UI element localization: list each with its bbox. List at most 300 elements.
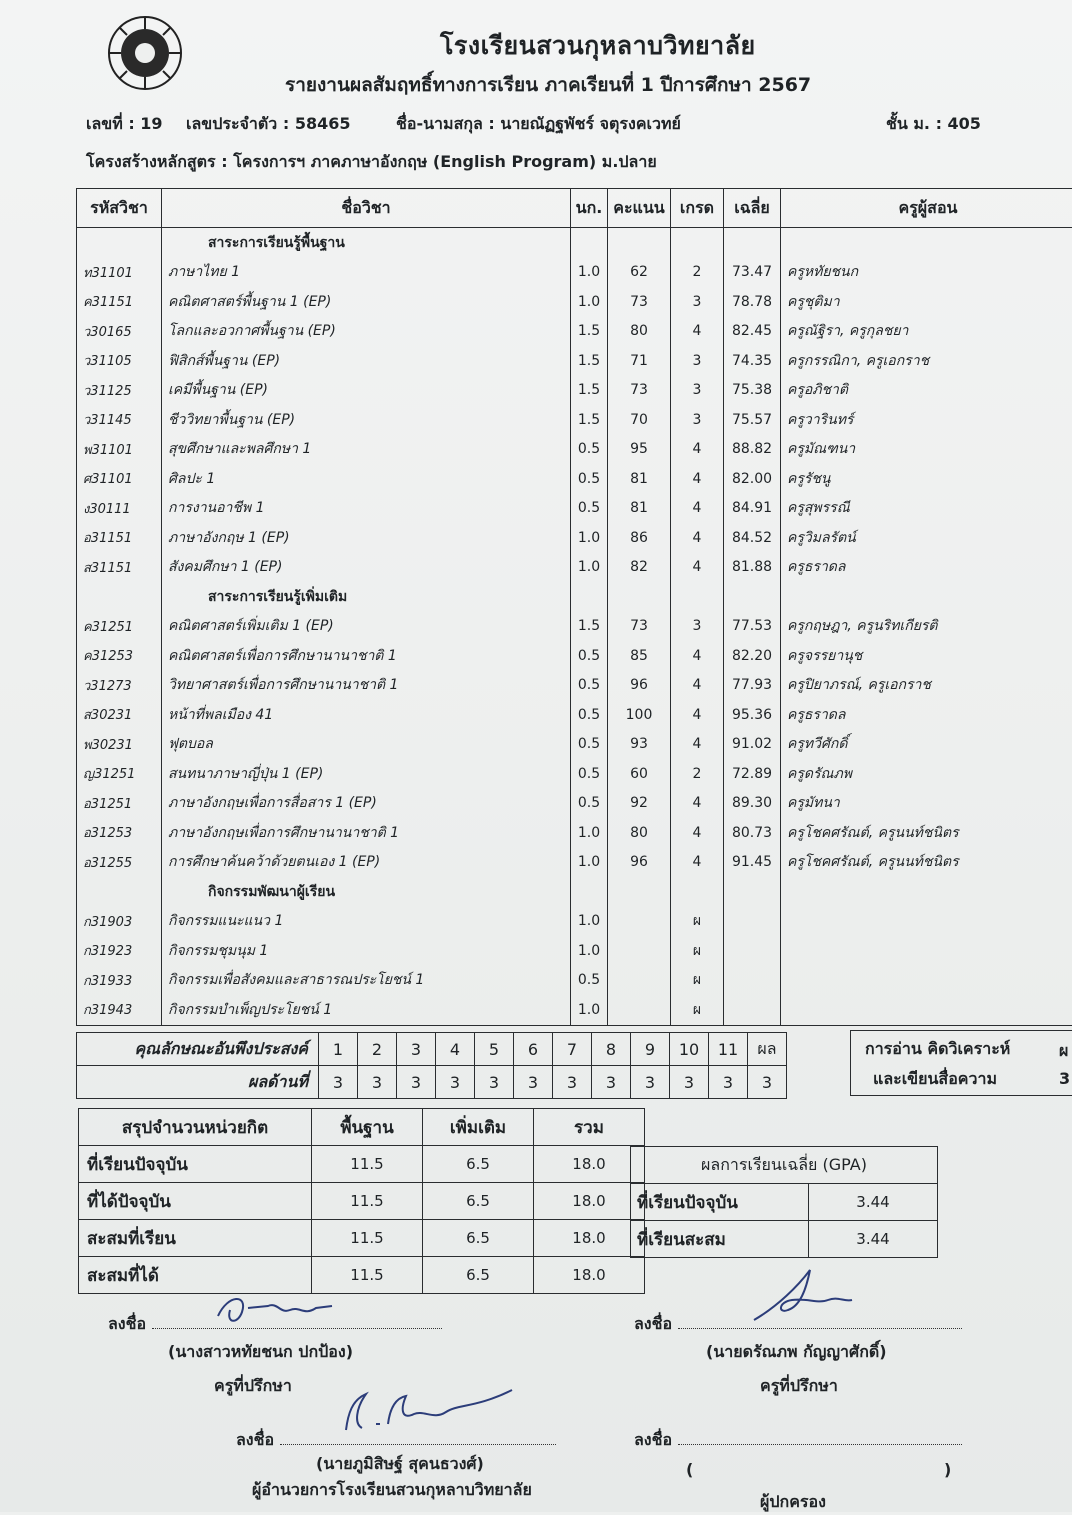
subject-row	[77, 759, 1072, 789]
subject-credit: 0.5	[571, 759, 608, 789]
gpa-title: ผลการเรียนเฉลี่ย (GPA)	[631, 1147, 938, 1184]
credits-total: 18.0	[534, 1220, 645, 1257]
subject-credit: 1.0	[571, 936, 608, 966]
subject-credit: 0.5	[571, 641, 608, 671]
credits-row-label: สะสมที่เรียน	[79, 1220, 312, 1257]
col-name-header: ชื่อวิชา	[162, 189, 571, 228]
subject-teacher: ครูวิมลรัตน์	[781, 523, 1072, 553]
gpa-value: 3.44	[809, 1184, 938, 1221]
credits-basic: 11.5	[312, 1146, 423, 1183]
subject-credit: 1.0	[571, 818, 608, 848]
subject-credit: 1.5	[571, 612, 608, 642]
sign-label-parent: ลงชื่อ	[634, 1428, 962, 1453]
subject-row	[77, 258, 1072, 288]
subject-average: 75.57	[724, 405, 781, 435]
trait-value: 3	[358, 1066, 397, 1099]
subject-row	[77, 464, 1072, 494]
trait-column-number: 3	[397, 1033, 436, 1066]
subject-code: ว31145	[77, 405, 162, 435]
subject-name: กิจกรรมแนะแนว 1	[162, 907, 571, 937]
subject-score	[608, 995, 671, 1025]
trait-column-number: 1	[319, 1033, 358, 1066]
subject-grade: 4	[671, 553, 724, 583]
subject-code: ก31923	[77, 936, 162, 966]
subject-average: 73.47	[724, 258, 781, 288]
subject-average: 84.52	[724, 523, 781, 553]
gpa-label: ที่เรียนปัจจุบัน	[631, 1184, 809, 1221]
credits-extra: 6.5	[423, 1183, 534, 1220]
subject-code: ว30165	[77, 317, 162, 347]
subject-grade: 4	[671, 464, 724, 494]
col-grade-header: เกรด	[671, 189, 724, 228]
subject-score: 60	[608, 759, 671, 789]
credits-row-label: ที่เรียนปัจจุบัน	[79, 1146, 312, 1183]
credits-title: สรุปจำนวนหน่วยกิต	[79, 1109, 312, 1146]
parent-paren-close: )	[944, 1460, 951, 1479]
subject-teacher: ครูอภิชาติ	[781, 376, 1072, 406]
subject-teacher: ครูธราดล	[781, 700, 1072, 730]
subject-teacher: ครูรัชนู	[781, 464, 1072, 494]
sign-label-advisor2: ลงชื่อ	[634, 1312, 962, 1337]
subject-average: 80.73	[724, 818, 781, 848]
subject-code: อ31253	[77, 818, 162, 848]
subject-code: ญ31251	[77, 759, 162, 789]
subject-row	[77, 789, 1072, 819]
subject-teacher: ครูสุพรรณี	[781, 494, 1072, 524]
section-header-row	[77, 228, 1072, 258]
credits-row	[79, 1183, 645, 1220]
subject-average: 88.82	[724, 435, 781, 465]
subject-teacher	[781, 966, 1072, 996]
subject-grade: 3	[671, 376, 724, 406]
subject-name: สุขศึกษาและพลศึกษา 1	[162, 435, 571, 465]
subject-code: ก31903	[77, 907, 162, 937]
subject-teacher: ครูชุติมา	[781, 287, 1072, 317]
subject-teacher	[781, 936, 1072, 966]
subject-name: คณิตศาสตร์พื้นฐาน 1 (EP)	[162, 287, 571, 317]
subject-grade: 2	[671, 258, 724, 288]
signature-line	[152, 1328, 442, 1329]
subject-grade: 2	[671, 759, 724, 789]
traits-result-label: ผลด้านที่	[77, 1066, 319, 1099]
subject-credit: 0.5	[571, 700, 608, 730]
credits-total: 18.0	[534, 1257, 645, 1294]
subject-credit: 1.0	[571, 523, 608, 553]
subject-name: ภาษาอังกฤษเพื่อการสื่อสาร 1 (EP)	[162, 789, 571, 819]
subject-grade: 4	[671, 789, 724, 819]
subject-score: 73	[608, 376, 671, 406]
subject-grade: 4	[671, 494, 724, 524]
subject-average: 82.20	[724, 641, 781, 671]
subject-grade: 4	[671, 671, 724, 701]
credits-extra: 6.5	[423, 1146, 534, 1183]
subject-row	[77, 523, 1072, 553]
school-emblem-icon	[104, 12, 186, 94]
subject-name: กิจกรรมเพื่อสังคมและสาธารณประโยชน์ 1	[162, 966, 571, 996]
subject-name: ศิลปะ 1	[162, 464, 571, 494]
trait-column-number: 5	[475, 1033, 514, 1066]
credits-extra: 6.5	[423, 1220, 534, 1257]
subject-score	[608, 907, 671, 937]
credits-row	[79, 1257, 645, 1294]
gpa-row	[631, 1221, 938, 1258]
subject-name: ฟุตบอล	[162, 730, 571, 760]
trait-column-number: 4	[436, 1033, 475, 1066]
subject-average: 77.53	[724, 612, 781, 642]
subject-code: อ31151	[77, 523, 162, 553]
trait-column-number: 7	[553, 1033, 592, 1066]
subject-average: 81.88	[724, 553, 781, 583]
advisor2-name: (นายดรัณภพ กัญญาศักดิ์)	[706, 1340, 887, 1365]
subject-teacher: ครูปิยาภรณ์, ครูเอกราช	[781, 671, 1072, 701]
subject-teacher: ครูหทัยชนก	[781, 258, 1072, 288]
subject-name: สังคมศึกษา 1 (EP)	[162, 553, 571, 583]
student-id: เลขประจำตัว : 58465	[186, 112, 351, 137]
subject-name: ภาษาอังกฤษ 1 (EP)	[162, 523, 571, 553]
credits-basic-header: พื้นฐาน	[312, 1109, 423, 1146]
subject-code: ว31125	[77, 376, 162, 406]
sign-label-director: ลงชื่อ	[236, 1428, 556, 1453]
subject-score: 96	[608, 671, 671, 701]
subject-credit: 1.0	[571, 907, 608, 937]
trait-value: 3	[553, 1066, 592, 1099]
curriculum: โครงสร้างหลักสูตร : โครงการฯ ภาคภาษาอังกฤษ (English Program) ม.ปลาย	[86, 150, 657, 175]
subject-name: ภาษาอังกฤษเพื่อการศึกษานานาชาติ 1	[162, 818, 571, 848]
subject-teacher: ครูโชคศรัณต์, ครูนนท์ชนิตร	[781, 818, 1072, 848]
subject-average: 82.45	[724, 317, 781, 347]
subject-teacher: ครูธราดล	[781, 553, 1072, 583]
advisor1-role: ครูที่ปรึกษา	[214, 1374, 292, 1399]
col-teacher-header: ครูผู้สอน	[781, 189, 1072, 228]
subject-average: 89.30	[724, 789, 781, 819]
school-name: โรงเรียนสวนกุหลาบวิทยาลัย	[440, 26, 756, 66]
subject-score: 80	[608, 317, 671, 347]
subject-teacher: ครูวารินทร์	[781, 405, 1072, 435]
advisor2-role: ครูที่ปรึกษา	[760, 1374, 838, 1399]
trait-value: 3	[748, 1066, 787, 1099]
credits-basic: 11.5	[312, 1257, 423, 1294]
trait-value: 3	[436, 1066, 475, 1099]
col-avg-header: เฉลี่ย	[724, 189, 781, 228]
subject-teacher: ครูมัณฑนา	[781, 435, 1072, 465]
gpa-table	[630, 1146, 938, 1258]
subject-row	[77, 641, 1072, 671]
subject-grade: ผ	[671, 995, 724, 1025]
signature-line	[678, 1444, 962, 1445]
reading-assessment-box	[850, 1030, 1072, 1096]
subject-name: กิจกรรมบำเพ็ญประโยชน์ 1	[162, 995, 571, 1025]
subject-code: ค31151	[77, 287, 162, 317]
trait-value: 3	[475, 1066, 514, 1099]
gpa-label: ที่เรียนสะสม	[631, 1221, 809, 1258]
subject-code: ก31933	[77, 966, 162, 996]
subject-code: ก31943	[77, 995, 162, 1025]
subject-score: 86	[608, 523, 671, 553]
subject-grade: 4	[671, 730, 724, 760]
credits-extra: 6.5	[423, 1257, 534, 1294]
subject-grade: 3	[671, 612, 724, 642]
subject-row	[77, 346, 1072, 376]
subject-teacher	[781, 907, 1072, 937]
trait-value: 3	[670, 1066, 709, 1099]
advisor1-signature	[208, 1288, 338, 1328]
subject-code: ส31151	[77, 553, 162, 583]
subject-name: การงานอาชีพ 1	[162, 494, 571, 524]
subject-row	[77, 818, 1072, 848]
subject-average	[724, 995, 781, 1025]
trait-value: 3	[631, 1066, 670, 1099]
subject-code: พ30231	[77, 730, 162, 760]
subject-credit: 0.5	[571, 671, 608, 701]
credits-total: 18.0	[534, 1183, 645, 1220]
subject-teacher: ครูจรรยานุช	[781, 641, 1072, 671]
reading-value-cut: 3	[1059, 1069, 1070, 1088]
subject-row	[77, 405, 1072, 435]
subject-name: กิจกรรมชุมนุม 1	[162, 936, 571, 966]
col-code-header: รหัสวิชา	[77, 189, 162, 228]
subject-code: อ31251	[77, 789, 162, 819]
subject-average	[724, 936, 781, 966]
subject-credit: 1.5	[571, 346, 608, 376]
credits-summary-table	[78, 1108, 645, 1294]
subject-row	[77, 317, 1072, 347]
subject-row	[77, 966, 1072, 996]
subject-name: คณิตศาสตร์เพื่อการศึกษานานาชาติ 1	[162, 641, 571, 671]
credits-header-row	[79, 1109, 645, 1146]
signature-line	[280, 1444, 556, 1445]
trait-value: 3	[514, 1066, 553, 1099]
advisor1-name: (นางสาวหทัยชนก ปกป้อง)	[168, 1340, 353, 1365]
subject-row	[77, 376, 1072, 406]
subject-code: ค31251	[77, 612, 162, 642]
subject-average: 84.91	[724, 494, 781, 524]
subject-teacher: ครูโชคศรัณต์, ครูนนท์ชนิตร	[781, 848, 1072, 878]
subject-name: การศึกษาค้นคว้าด้วยตนเอง 1 (EP)	[162, 848, 571, 878]
subject-name: ชีววิทยาพื้นฐาน (EP)	[162, 405, 571, 435]
report-title: รายงานผลสัมฤทธิ์ทางการเรียน ภาคเรียนที่ 1 ปีการศึกษา 2567	[285, 70, 811, 100]
trait-column-number: 8	[592, 1033, 631, 1066]
signature-line	[678, 1328, 962, 1329]
subject-credit: 1.0	[571, 553, 608, 583]
subject-score: 93	[608, 730, 671, 760]
subject-grade: 4	[671, 317, 724, 347]
sign-label-advisor1: ลงชื่อ	[108, 1312, 442, 1337]
credits-row-label: ที่ได้ปัจจุบัน	[79, 1183, 312, 1220]
subject-grade: 4	[671, 848, 724, 878]
trait-column-number: 2	[358, 1033, 397, 1066]
traits-values-row	[77, 1066, 787, 1099]
student-name: ชื่อ-นามสกุล : นายณัฏฐพัชร์ จตุรงคเวทย์	[396, 112, 681, 137]
trait-value: 3	[319, 1066, 358, 1099]
subject-code: ศ31101	[77, 464, 162, 494]
credits-row	[79, 1146, 645, 1183]
subject-average: 74.35	[724, 346, 781, 376]
subject-name: หน้าที่พลเมือง 41	[162, 700, 571, 730]
trait-column-number: 11	[709, 1033, 748, 1066]
director-name: (นายภูมิสิษฐ์ สุคนธวงศ์)	[316, 1452, 484, 1477]
director-signature	[326, 1384, 516, 1440]
subject-grade: 4	[671, 523, 724, 553]
subject-row	[77, 435, 1072, 465]
subject-code: ง30111	[77, 494, 162, 524]
trait-value: 3	[709, 1066, 748, 1099]
subject-name: คณิตศาสตร์เพิ่มเติม 1 (EP)	[162, 612, 571, 642]
credits-basic: 11.5	[312, 1220, 423, 1257]
trait-value: 3	[397, 1066, 436, 1099]
subject-teacher: ครูกฤษฎา, ครูนริทเกียรติ	[781, 612, 1072, 642]
trait-column-number: ผล	[748, 1033, 787, 1066]
subject-code: อ31255	[77, 848, 162, 878]
credits-total: 18.0	[534, 1146, 645, 1183]
subject-grade: 3	[671, 287, 724, 317]
subject-score: 92	[608, 789, 671, 819]
subject-name: วิทยาศาสตร์เพื่อการศึกษานานาชาติ 1	[162, 671, 571, 701]
subject-grade: ผ	[671, 936, 724, 966]
subject-row	[77, 907, 1072, 937]
trait-column-number: 6	[514, 1033, 553, 1066]
col-credit-header: นก.	[571, 189, 608, 228]
subject-score: 95	[608, 435, 671, 465]
subject-credit: 0.5	[571, 966, 608, 996]
subject-code: พ31101	[77, 435, 162, 465]
subject-score	[608, 936, 671, 966]
subject-credit: 1.5	[571, 405, 608, 435]
subject-average: 72.89	[724, 759, 781, 789]
subject-teacher: ครูทวีศักดิ์	[781, 730, 1072, 760]
subject-score: 71	[608, 346, 671, 376]
subject-teacher: ครูกรรณิกา, ครูเอกราช	[781, 346, 1072, 376]
subject-teacher: ครูณัฐิรา, ครูกุลชยา	[781, 317, 1072, 347]
subject-score: 70	[608, 405, 671, 435]
subject-average	[724, 907, 781, 937]
subject-credit: 1.0	[571, 258, 608, 288]
subject-name: โลกและอวกาศพื้นฐาน (EP)	[162, 317, 571, 347]
traits-header-row	[77, 1033, 787, 1066]
student-class: ชั้น ม. : 405	[886, 112, 981, 137]
subject-code: ว31273	[77, 671, 162, 701]
col-score-header: คะแนน	[608, 189, 671, 228]
subject-average: 77.93	[724, 671, 781, 701]
subject-teacher: ครูมัทนา	[781, 789, 1072, 819]
subject-row	[77, 936, 1072, 966]
subject-score: 81	[608, 494, 671, 524]
subject-row	[77, 553, 1072, 583]
subject-grade: 4	[671, 435, 724, 465]
subject-score: 62	[608, 258, 671, 288]
gpa-value: 3.44	[809, 1221, 938, 1258]
subject-score: 100	[608, 700, 671, 730]
subject-teacher: ครูดรัณภพ	[781, 759, 1072, 789]
subject-code: ส30231	[77, 700, 162, 730]
subject-credit: 1.5	[571, 317, 608, 347]
gpa-header-row	[631, 1147, 938, 1184]
trait-column-number: 9	[631, 1033, 670, 1066]
subject-credit: 0.5	[571, 730, 608, 760]
subject-name: ภาษาไทย 1	[162, 258, 571, 288]
subject-teacher	[781, 995, 1072, 1025]
subject-credit: 0.5	[571, 494, 608, 524]
subject-average: 91.02	[724, 730, 781, 760]
traits-label: คุณลักษณะอันพึงประสงค์	[77, 1033, 319, 1066]
reading-header-cut: ผ	[1059, 1039, 1068, 1064]
director-role: ผู้อำนวยการโรงเรียนสวนกุหลาบวิทยาลัย	[252, 1478, 532, 1503]
subject-average: 78.78	[724, 287, 781, 317]
section-header-row	[77, 877, 1072, 907]
subject-code: ค31253	[77, 641, 162, 671]
subject-average: 95.36	[724, 700, 781, 730]
subject-average	[724, 966, 781, 996]
subject-credit: 1.5	[571, 376, 608, 406]
subject-row	[77, 848, 1072, 878]
subject-grade: 3	[671, 405, 724, 435]
subject-credit: 1.0	[571, 995, 608, 1025]
student-number: เลขที่ : 19	[86, 112, 163, 137]
traits-table	[76, 1032, 787, 1099]
subject-grade: 4	[671, 700, 724, 730]
subject-grade: 4	[671, 641, 724, 671]
credits-extra-header: เพิ่มเติม	[423, 1109, 534, 1146]
subject-credit: 0.5	[571, 789, 608, 819]
subject-average: 82.00	[724, 464, 781, 494]
subject-score: 73	[608, 612, 671, 642]
credits-total-header: รวม	[534, 1109, 645, 1146]
subject-row	[77, 287, 1072, 317]
subject-score: 80	[608, 818, 671, 848]
subject-score	[608, 966, 671, 996]
subject-credit: 1.0	[571, 848, 608, 878]
subject-name: เคมีพื้นฐาน (EP)	[162, 376, 571, 406]
subject-code: ว31105	[77, 346, 162, 376]
subject-score: 73	[608, 287, 671, 317]
section-title: สาระการเรียนรู้พื้นฐาน	[162, 228, 571, 258]
subject-grade: 4	[671, 818, 724, 848]
reading-label-line2: และเขียนสื่อความ	[873, 1067, 997, 1092]
subject-row	[77, 612, 1072, 642]
subject-row	[77, 494, 1072, 524]
subject-score: 82	[608, 553, 671, 583]
grades-header-row	[77, 189, 1072, 228]
credits-row-label: สะสมที่ได้	[79, 1257, 312, 1294]
subject-average: 91.45	[724, 848, 781, 878]
credits-row	[79, 1220, 645, 1257]
subject-grade: ผ	[671, 966, 724, 996]
subject-average: 75.38	[724, 376, 781, 406]
subject-grade: ผ	[671, 907, 724, 937]
gpa-row	[631, 1184, 938, 1221]
subject-credit: 0.5	[571, 464, 608, 494]
subject-score: 85	[608, 641, 671, 671]
subject-code: ท31101	[77, 258, 162, 288]
subject-credit: 1.0	[571, 287, 608, 317]
subject-grade: 3	[671, 346, 724, 376]
subject-name: สนทนาภาษาญี่ปุ่น 1 (EP)	[162, 759, 571, 789]
credits-basic: 11.5	[312, 1183, 423, 1220]
subject-credit: 0.5	[571, 435, 608, 465]
trait-column-number: 10	[670, 1033, 709, 1066]
section-title: กิจกรรมพัฒนาผู้เรียน	[162, 877, 571, 907]
grades-body	[77, 228, 1072, 1026]
subject-row	[77, 730, 1072, 760]
parent-role: ผู้ปกครอง	[760, 1490, 826, 1515]
subject-score: 96	[608, 848, 671, 878]
grades-table	[76, 188, 1072, 1026]
advisor2-signature	[748, 1266, 858, 1326]
subject-score: 81	[608, 464, 671, 494]
subject-row	[77, 995, 1072, 1025]
trait-value: 3	[592, 1066, 631, 1099]
subject-row	[77, 700, 1072, 730]
section-title: สาระการเรียนรู้เพิ่มเติม	[162, 582, 571, 612]
